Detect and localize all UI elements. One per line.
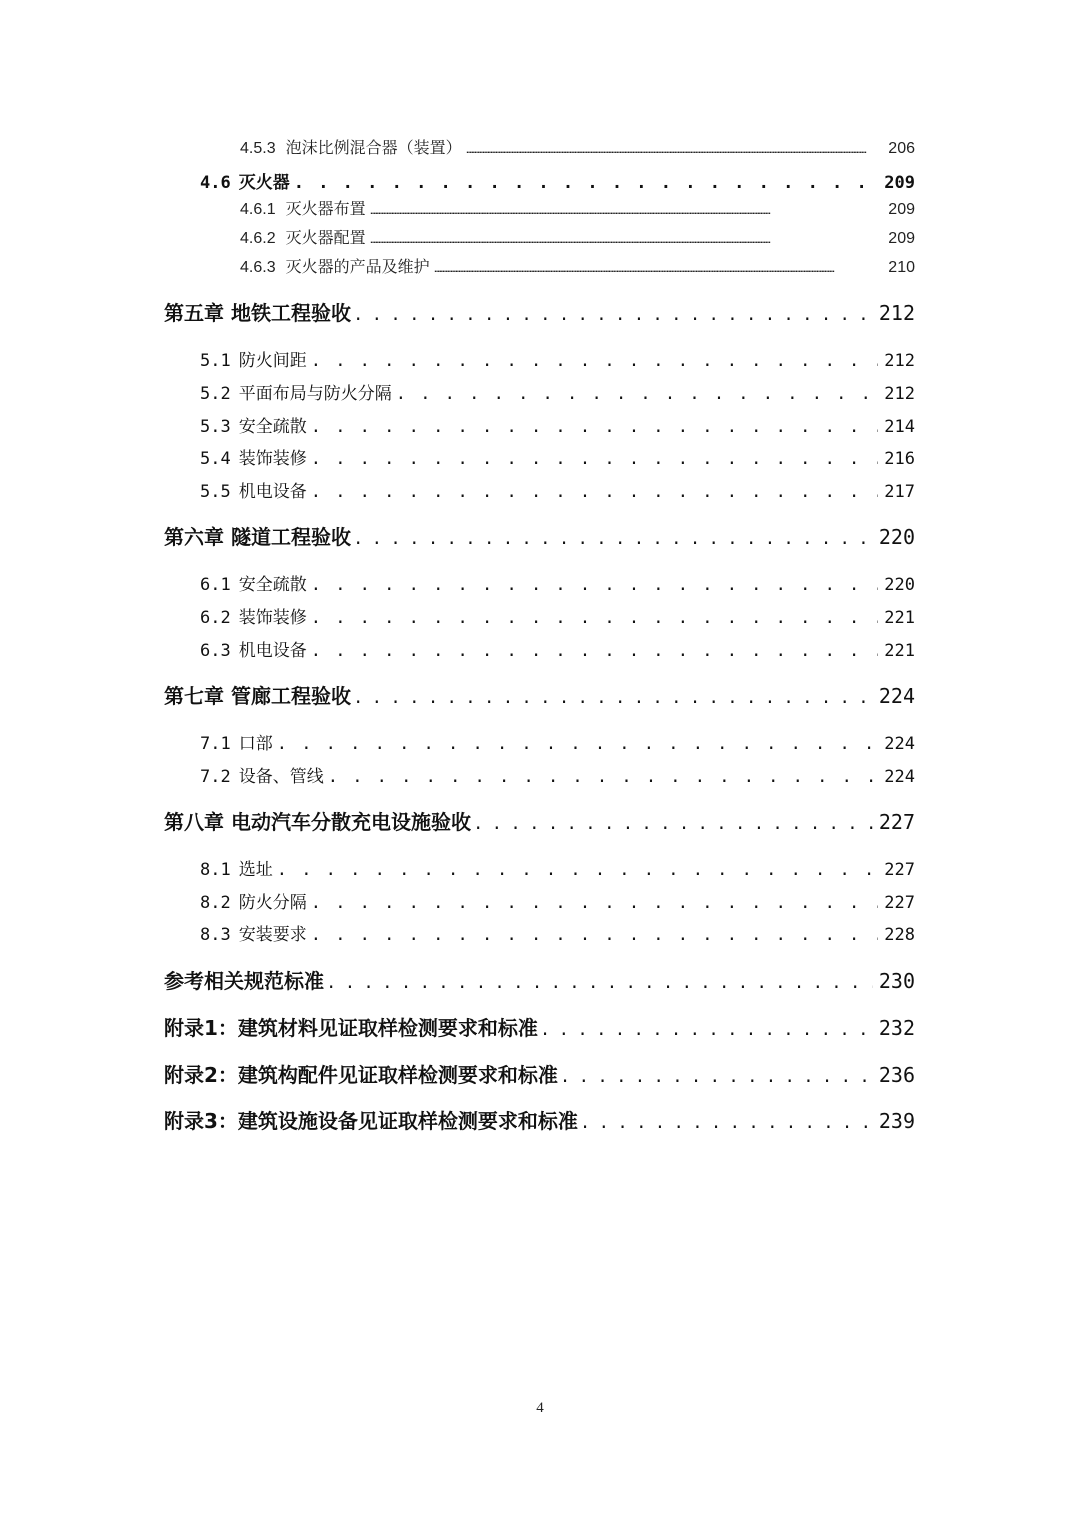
toc-entry-title: 选址 xyxy=(238,860,273,880)
dot-leader xyxy=(582,1109,873,1133)
toc-chapter-page: 220 xyxy=(878,525,915,549)
toc-chapter-title: 第七章 管廊工程验收 xyxy=(164,684,351,708)
dot-leader xyxy=(311,641,879,661)
toc-entry-title: 泡沫比例混合器（装置） xyxy=(285,140,462,157)
toc-entry-number: 7.2 xyxy=(200,767,231,787)
toc-entry-number: 8.2 xyxy=(200,893,231,913)
dot-leader xyxy=(311,608,879,628)
toc-entry-title: 平面布局与防火分隔 xyxy=(238,384,392,404)
dot-leader xyxy=(475,810,873,834)
toc-chapter-title: 第五章 地铁工程验收 xyxy=(164,301,351,325)
toc-entry[interactable] xyxy=(200,603,915,628)
dot-leader xyxy=(277,860,879,880)
toc-chapter-page: 236 xyxy=(878,1063,915,1087)
toc-entry-number: 5.1 xyxy=(200,351,231,371)
toc-entry-title: 安全疏散 xyxy=(238,417,307,437)
toc-entry-page: 206 xyxy=(888,140,915,157)
toc-chapter-page: 224 xyxy=(878,684,915,708)
dot-leader xyxy=(434,260,887,275)
toc-chapter-title: 参考相关规范标准 xyxy=(164,969,324,993)
toc-entry-page: 214 xyxy=(884,417,915,437)
toc-entry[interactable] xyxy=(200,412,915,437)
toc-chapter[interactable] xyxy=(164,297,915,326)
toc-entry-title: 灭火器配置 xyxy=(285,230,366,247)
toc-chapter-title: 第六章 隧道工程验收 xyxy=(164,525,351,549)
toc-entry[interactable] xyxy=(200,379,915,404)
toc-chapter[interactable] xyxy=(164,965,915,994)
toc-entry-page: 210 xyxy=(888,259,915,276)
page-number: 4 xyxy=(536,1400,544,1416)
dot-leader xyxy=(542,1016,873,1040)
toc-entry-page: 212 xyxy=(884,384,915,404)
dot-leader xyxy=(396,384,879,404)
toc-entry-page: 217 xyxy=(884,482,915,502)
toc-chapter-page: 227 xyxy=(878,810,915,834)
toc-entry-page: 212 xyxy=(884,351,915,371)
toc-entry-page: 224 xyxy=(884,734,915,754)
toc-chapter-page: 239 xyxy=(878,1109,915,1133)
toc-entry-title: 灭火器的产品及维护 xyxy=(285,259,430,276)
toc-chapter[interactable] xyxy=(164,1059,915,1088)
toc-entry[interactable] xyxy=(200,477,915,502)
toc-entry-number: 4.6.1 xyxy=(240,201,276,218)
toc-entry-number: 8.1 xyxy=(200,860,231,880)
dot-leader xyxy=(311,925,879,945)
dot-leader xyxy=(311,575,879,595)
toc-entry-number: 5.5 xyxy=(200,482,231,502)
toc-entry-title: 安全疏散 xyxy=(238,575,307,595)
toc-entry-title: 机电设备 xyxy=(238,641,307,661)
toc-entry[interactable] xyxy=(200,346,915,371)
toc-entry-page: 228 xyxy=(884,925,915,945)
dot-leader xyxy=(370,202,887,217)
toc-chapter-title: 附录2：建筑构配件见证取样检测要求和标准 xyxy=(164,1063,558,1087)
toc-chapter-title: 附录3：建筑设施设备见证取样检测要求和标准 xyxy=(164,1109,578,1133)
toc-entry-number: 8.3 xyxy=(200,925,231,945)
toc-entry-number: 5.3 xyxy=(200,417,231,437)
toc-entry-title: 设备、管线 xyxy=(238,767,324,787)
toc-entry-number: 4.6 xyxy=(200,173,231,193)
toc-chapter-page: 230 xyxy=(878,969,915,993)
dot-leader xyxy=(370,231,887,246)
toc-chapter[interactable] xyxy=(164,521,915,550)
toc-entry-page: 224 xyxy=(884,767,915,787)
toc-entry-title: 装饰装修 xyxy=(238,608,307,628)
toc-entry-title: 灭火器布置 xyxy=(285,201,366,218)
toc-entry[interactable] xyxy=(200,570,915,595)
toc-entry-number: 6.2 xyxy=(200,608,231,628)
toc-entry[interactable] xyxy=(240,254,915,277)
toc-chapter-title: 附录1：建筑材料见证取样检测要求和标准 xyxy=(164,1016,538,1040)
dot-leader xyxy=(355,684,873,708)
toc-chapter[interactable] xyxy=(164,1012,915,1041)
dot-leader xyxy=(311,893,879,913)
toc-entry-page: 209 xyxy=(888,230,915,247)
dot-leader xyxy=(328,767,879,787)
toc-entry-title: 防火间距 xyxy=(238,351,307,371)
dot-leader xyxy=(294,173,879,193)
toc-entry-number: 4.5.3 xyxy=(240,140,276,157)
dot-leader xyxy=(311,417,879,437)
toc-entry-title: 装饰装修 xyxy=(238,449,307,469)
dot-leader xyxy=(355,301,873,325)
toc-entry[interactable] xyxy=(200,888,915,913)
toc-entry-page: 221 xyxy=(884,608,915,628)
toc-entry-page: 227 xyxy=(884,893,915,913)
dot-leader xyxy=(562,1063,873,1087)
toc-chapter[interactable] xyxy=(164,680,915,709)
dot-leader xyxy=(355,525,873,549)
toc-entry-title: 防火分隔 xyxy=(238,893,307,913)
toc-entry[interactable] xyxy=(240,225,915,248)
toc-entry-title: 灭火器 xyxy=(238,173,290,193)
toc-entry[interactable] xyxy=(200,855,915,880)
toc-chapter-title: 第八章 电动汽车分散充电设施验收 xyxy=(164,810,471,834)
toc-entry-number: 6.1 xyxy=(200,575,231,595)
dot-leader xyxy=(311,351,879,371)
toc-entry-page: 227 xyxy=(884,860,915,880)
toc-entry-page: 216 xyxy=(884,449,915,469)
dot-leader xyxy=(466,141,887,156)
toc-entry-number: 5.2 xyxy=(200,384,231,404)
toc-entry[interactable] xyxy=(200,168,915,193)
toc-entry-page: 209 xyxy=(888,201,915,218)
toc-entry-title: 口部 xyxy=(238,734,273,754)
toc-chapter[interactable] xyxy=(164,1105,915,1134)
dot-leader xyxy=(277,734,879,754)
toc-entry[interactable] xyxy=(200,762,915,787)
toc-entry-title: 安装要求 xyxy=(238,925,307,945)
toc-entry-number: 6.3 xyxy=(200,641,231,661)
toc-entry-number: 4.6.2 xyxy=(240,230,276,247)
toc-entry-page: 220 xyxy=(884,575,915,595)
toc-chapter[interactable] xyxy=(164,806,915,835)
toc-entry[interactable] xyxy=(240,135,915,158)
toc-entry-number: 4.6.3 xyxy=(240,259,276,276)
toc-entry[interactable] xyxy=(200,920,915,945)
toc-entry[interactable] xyxy=(240,196,915,219)
toc-entry-title: 机电设备 xyxy=(238,482,307,502)
dot-leader xyxy=(328,969,873,993)
toc-entry-number: 7.1 xyxy=(200,734,231,754)
toc-entry-page: 209 xyxy=(884,173,915,193)
toc-entry-number: 5.4 xyxy=(200,449,231,469)
toc-entry-page: 221 xyxy=(884,641,915,661)
dot-leader xyxy=(311,449,879,469)
toc-entry[interactable] xyxy=(200,729,915,754)
dot-leader xyxy=(311,482,879,502)
toc-chapter-page: 232 xyxy=(878,1016,915,1040)
toc-entry[interactable] xyxy=(200,636,915,661)
toc-entry[interactable] xyxy=(200,444,915,469)
toc-chapter-page: 212 xyxy=(878,301,915,325)
